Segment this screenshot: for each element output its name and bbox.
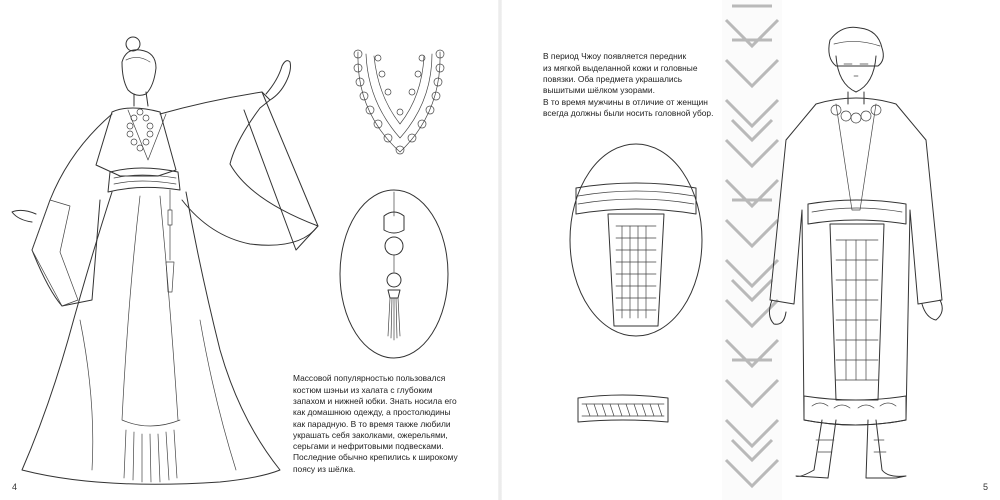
page-number-right: 5 (982, 482, 988, 492)
right-page (500, 0, 1000, 500)
right-page-paragraph: В период Чжоу появляется передник из мягкой выделанной кожи и головные повязки. Оба предмета украшались вышитыми шёлком узорами. В то время мужчины в отличие от женщин всегда должны были носить головной убор. (543, 51, 714, 118)
headband-illustration (574, 392, 674, 432)
jade-pendant-oval-illustration (338, 186, 458, 366)
zhou-man-in-robe-illustration (756, 0, 956, 500)
leather-apron-oval-illustration (568, 142, 708, 342)
woman-in-shenyi-illustration (0, 0, 340, 500)
beaded-necklace-illustration (344, 42, 454, 162)
left-page-paragraph: Массовой популярностью пользовался костюм шэньи из халата с глубоким запахом и нижней юбки. Знать носила его как домашнюю одежду, а простолюдины как парадную. В то время также любили украшать себя заколками, ожерельями, серьгами и нефритовыми подвесками. Последние обычно крепились к широкому поясу из шёлка. (293, 373, 458, 474)
page-number-left: 4 (12, 482, 18, 492)
